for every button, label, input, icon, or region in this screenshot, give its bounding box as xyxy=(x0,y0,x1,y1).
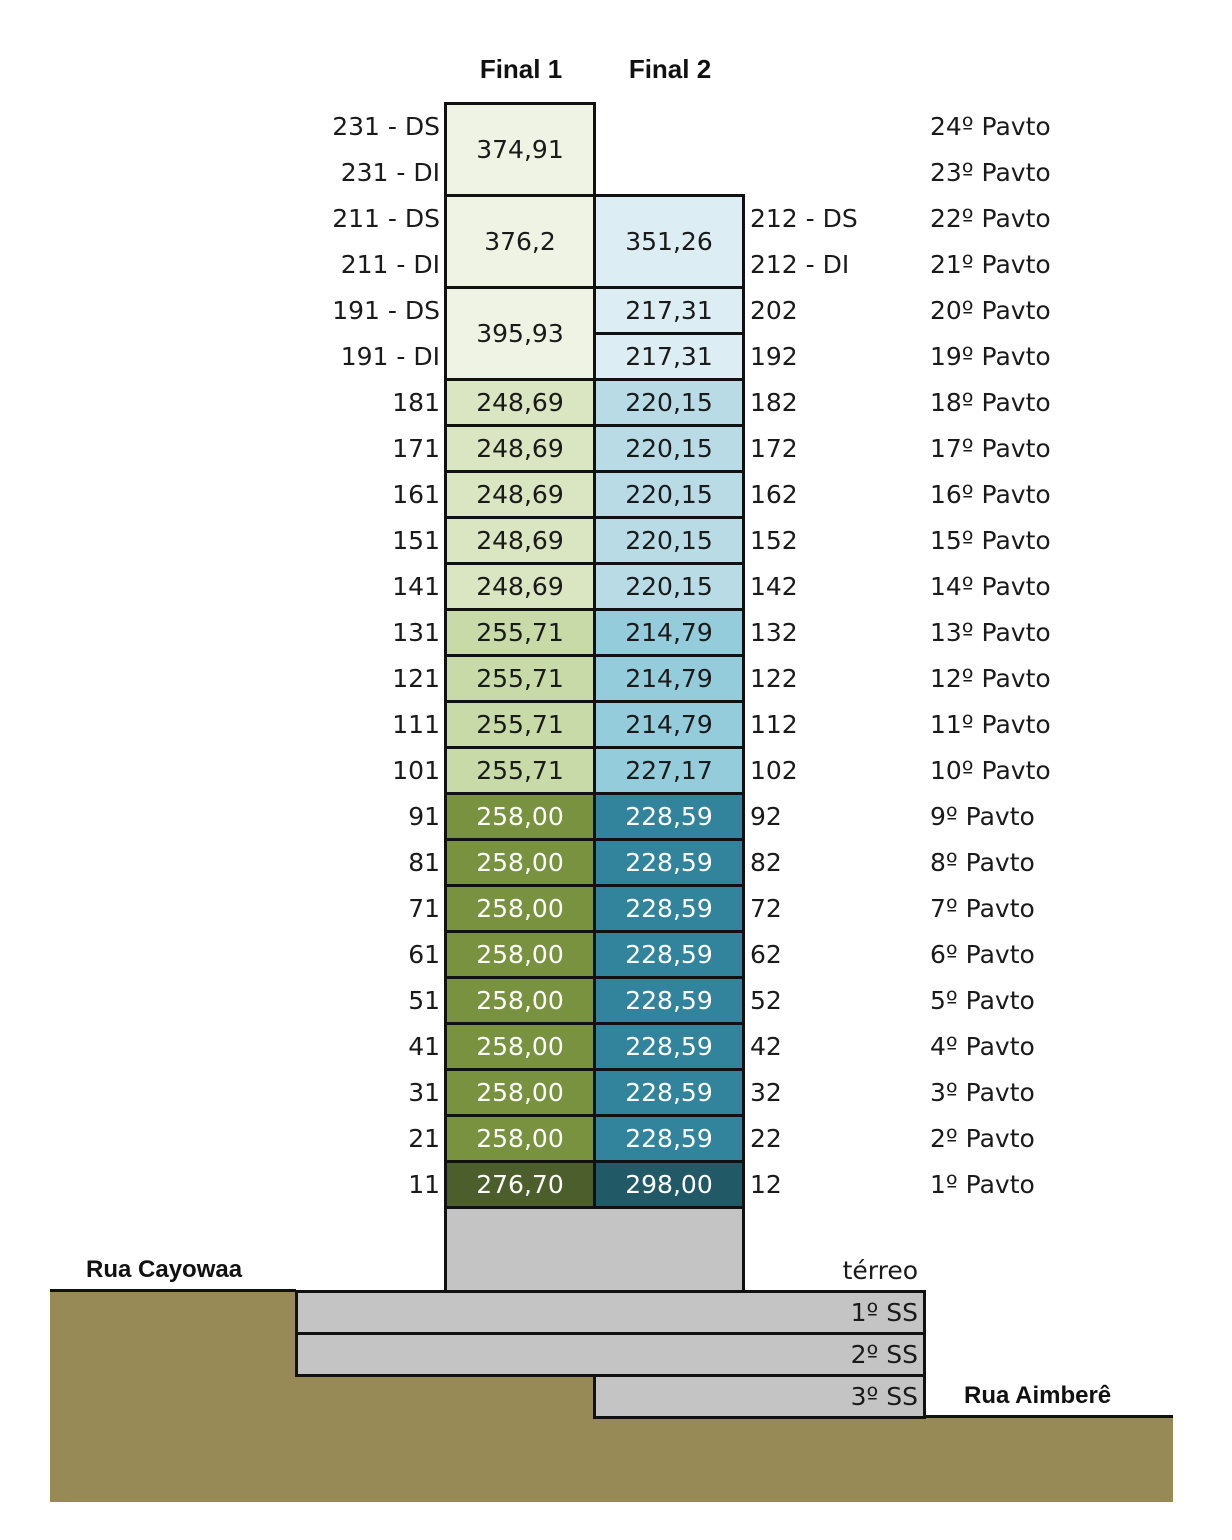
floor-label: 23º Pavto xyxy=(930,158,1051,187)
unit-number-final2: 212 - DS xyxy=(750,204,858,233)
unit-area-final2-row-21: 228,59 xyxy=(593,1068,745,1117)
unit-number-final1: 161 xyxy=(392,480,440,509)
unit-area-final2-duplex: 351,26 xyxy=(593,194,745,289)
unit-area-final2-row-18: 228,59 xyxy=(593,930,745,979)
unit-area-final1-row-11: 255,71 xyxy=(444,608,596,657)
unit-number-final2: 22 xyxy=(750,1124,782,1153)
unit-number-final1: 211 - DI xyxy=(340,250,440,279)
unit-number-final2: 122 xyxy=(750,664,798,693)
floor-label: 15º Pavto xyxy=(930,526,1051,555)
floor-label: 22º Pavto xyxy=(930,204,1051,233)
unit-number-final2: 62 xyxy=(750,940,782,969)
street-label-right: Rua Aimberê xyxy=(964,1382,1112,1409)
floor-label: 19º Pavto xyxy=(930,342,1051,371)
unit-number-final1: 231 - DI xyxy=(340,158,440,187)
unit-number-final2: 202 xyxy=(750,296,798,325)
unit-number-final1: 81 xyxy=(408,848,440,877)
unit-number-final2: 112 xyxy=(750,710,798,739)
unit-area-final2-row-17: 228,59 xyxy=(593,884,745,933)
unit-number-final2: 42 xyxy=(750,1032,782,1061)
unit-area-final1-duplex-0: 374,91 xyxy=(444,102,596,197)
unit-number-final2: 32 xyxy=(750,1078,782,1107)
unit-number-final1: 11 xyxy=(408,1170,440,1199)
ground-left xyxy=(50,1290,298,1502)
floor-label: 7º Pavto xyxy=(930,894,1035,923)
unit-number-final2: 182 xyxy=(750,388,798,417)
floor-label: 18º Pavto xyxy=(930,388,1051,417)
unit-area-final2-row-7: 220,15 xyxy=(593,424,745,473)
floor-label: 12º Pavto xyxy=(930,664,1051,693)
unit-number-final2: 142 xyxy=(750,572,798,601)
unit-number-final1: 21 xyxy=(408,1124,440,1153)
unit-area-final2-row-6: 220,15 xyxy=(593,378,745,427)
unit-area-final2-row-13: 214,79 xyxy=(593,700,745,749)
ss2-label: 2º SS xyxy=(850,1340,918,1369)
unit-number-final1: 131 xyxy=(392,618,440,647)
unit-number-final1: 211 - DS xyxy=(332,204,440,233)
floor-label: 14º Pavto xyxy=(930,572,1051,601)
unit-area-final2-row-12: 214,79 xyxy=(593,654,745,703)
unit-area-final1-row-17: 258,00 xyxy=(444,884,596,933)
unit-number-final1: 61 xyxy=(408,940,440,969)
unit-area-final2-row-8: 220,15 xyxy=(593,470,745,519)
unit-number-final1: 191 - DS xyxy=(332,296,440,325)
unit-area-final1-row-12: 255,71 xyxy=(444,654,596,703)
street-right-line xyxy=(924,1415,1173,1418)
unit-number-final1: 51 xyxy=(408,986,440,1015)
unit-number-final1: 101 xyxy=(392,756,440,785)
ground-mid xyxy=(295,1374,597,1502)
terreo-block xyxy=(444,1206,745,1293)
unit-number-final2: 82 xyxy=(750,848,782,877)
unit-area-final1-row-13: 255,71 xyxy=(444,700,596,749)
unit-area-final1-row-19: 258,00 xyxy=(444,976,596,1025)
unit-area-final1-row-7: 248,69 xyxy=(444,424,596,473)
floor-label: 8º Pavto xyxy=(930,848,1035,877)
unit-number-final1: 181 xyxy=(392,388,440,417)
street-left-line xyxy=(50,1289,296,1292)
ground-right xyxy=(593,1416,1173,1502)
floor-label: 13º Pavto xyxy=(930,618,1051,647)
floor-label: 24º Pavto xyxy=(930,112,1051,141)
street-label-left: Rua Cayowaa xyxy=(86,1256,243,1283)
unit-number-final2: 92 xyxy=(750,802,782,831)
floor-label: 5º Pavto xyxy=(930,986,1035,1015)
unit-number-final2: 192 xyxy=(750,342,798,371)
terreo-label: térreo xyxy=(842,1256,918,1285)
floor-label: 20º Pavto xyxy=(930,296,1051,325)
unit-area-final2-row-14: 227,17 xyxy=(593,746,745,795)
floor-label: 10º Pavto xyxy=(930,756,1051,785)
unit-number-final2: 132 xyxy=(750,618,798,647)
unit-area-final2-row-19: 228,59 xyxy=(593,976,745,1025)
unit-area-final2-row-16: 228,59 xyxy=(593,838,745,887)
unit-number-final1: 91 xyxy=(408,802,440,831)
unit-number-final1: 41 xyxy=(408,1032,440,1061)
ss3-label: 3º SS xyxy=(850,1382,918,1411)
unit-area-final1-row-14: 255,71 xyxy=(444,746,596,795)
floor-label: 9º Pavto xyxy=(930,802,1035,831)
unit-area-final2-row-23: 298,00 xyxy=(593,1160,745,1209)
unit-area-final2-row-11: 214,79 xyxy=(593,608,745,657)
unit-area-final2-row-5: 217,31 xyxy=(593,332,745,381)
unit-number-final1: 231 - DS xyxy=(332,112,440,141)
unit-number-final1: 141 xyxy=(392,572,440,601)
unit-area-final1-row-20: 258,00 xyxy=(444,1022,596,1071)
unit-number-final2: 72 xyxy=(750,894,782,923)
unit-number-final1: 151 xyxy=(392,526,440,555)
unit-number-final2: 102 xyxy=(750,756,798,785)
ss1-label: 1º SS xyxy=(850,1298,918,1327)
unit-number-final1: 111 xyxy=(392,710,440,739)
unit-area-final1-row-23: 276,70 xyxy=(444,1160,596,1209)
floor-label: 21º Pavto xyxy=(930,250,1051,279)
floor-label: 4º Pavto xyxy=(930,1032,1035,1061)
floor-label: 2º Pavto xyxy=(930,1124,1035,1153)
unit-area-final1-duplex-1: 376,2 xyxy=(444,194,596,289)
unit-number-final2: 12 xyxy=(750,1170,782,1199)
unit-number-final1: 121 xyxy=(392,664,440,693)
column-header-final-2: Final 2 xyxy=(628,54,712,84)
unit-area-final1-row-10: 248,69 xyxy=(444,562,596,611)
unit-area-final1-row-21: 258,00 xyxy=(444,1068,596,1117)
unit-number-final1: 191 - DI xyxy=(340,342,440,371)
unit-area-final2-row-22: 228,59 xyxy=(593,1114,745,1163)
floor-label: 6º Pavto xyxy=(930,940,1035,969)
unit-number-final2: 212 - DI xyxy=(750,250,850,279)
unit-number-final1: 71 xyxy=(408,894,440,923)
unit-number-final2: 162 xyxy=(750,480,798,509)
unit-area-final2-row-15: 228,59 xyxy=(593,792,745,841)
unit-number-final2: 52 xyxy=(750,986,782,1015)
unit-area-final1-row-22: 258,00 xyxy=(444,1114,596,1163)
unit-area-final1-row-16: 258,00 xyxy=(444,838,596,887)
unit-area-final1-row-18: 258,00 xyxy=(444,930,596,979)
unit-area-final2-row-20: 228,59 xyxy=(593,1022,745,1071)
unit-number-final2: 172 xyxy=(750,434,798,463)
unit-area-final1-row-6: 248,69 xyxy=(444,378,596,427)
floor-label: 16º Pavto xyxy=(930,480,1051,509)
floor-label: 17º Pavto xyxy=(930,434,1051,463)
unit-area-final1-row-9: 248,69 xyxy=(444,516,596,565)
unit-number-final2: 152 xyxy=(750,526,798,555)
floor-label: 1º Pavto xyxy=(930,1170,1035,1199)
floor-label: 3º Pavto xyxy=(930,1078,1035,1107)
unit-area-final2-row-10: 220,15 xyxy=(593,562,745,611)
unit-number-final1: 31 xyxy=(408,1078,440,1107)
unit-area-final1-duplex-2: 395,93 xyxy=(444,286,596,381)
floor-label: 11º Pavto xyxy=(930,710,1051,739)
column-header-final-1: Final 1 xyxy=(479,54,563,84)
unit-area-final1-row-8: 248,69 xyxy=(444,470,596,519)
unit-number-final1: 171 xyxy=(392,434,440,463)
unit-area-final2-row-9: 220,15 xyxy=(593,516,745,565)
unit-area-final1-row-15: 258,00 xyxy=(444,792,596,841)
unit-area-final2-row-4: 217,31 xyxy=(593,286,745,335)
